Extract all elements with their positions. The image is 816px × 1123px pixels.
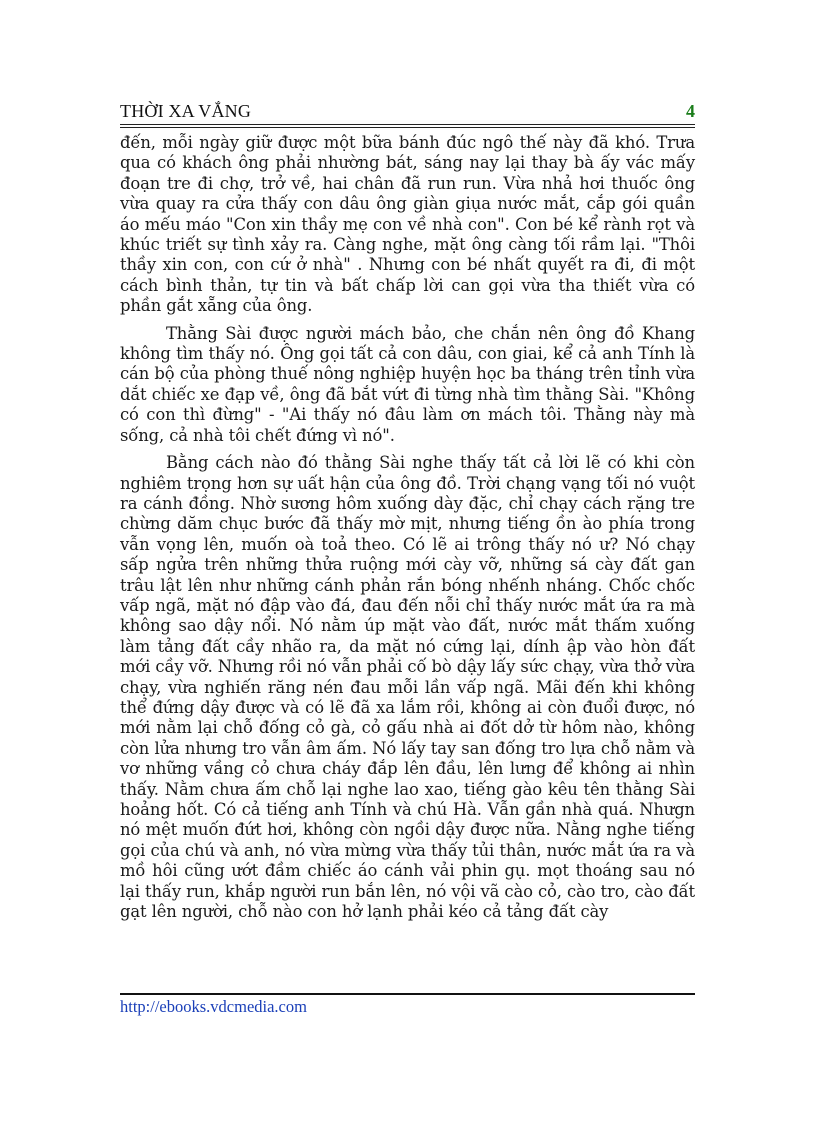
paragraph: Thằng Sài được người mách bảo, che chắn nên ông đồ Khang không tìm thấy nó. Ông gọi tất cả con dâu, con giai, kể cả anh Tính là cán bộ của phòng thuế nông nghiệp huyện học ba tháng trên tỉnh vừa dắt chiếc xe đạp về, ông đã bắt vứt đi từng nhà tìm thằng Sài. "Không có con thì đừng" - "Ai thấy nó đâu làm ơn mách tôi. Thằng này mà sống, cả nhà tôi chết đứng vì nó". xyxy=(120,323,695,445)
page-number: 4 xyxy=(686,101,695,121)
page-header xyxy=(120,101,695,123)
footer-divider xyxy=(120,993,695,995)
book-title: THỜI XA VẮNG xyxy=(120,101,252,121)
footer-link[interactable]: http://ebooks.vdcmedia.com xyxy=(120,997,307,1016)
body-text xyxy=(120,133,695,922)
paragraph: Bằng cách nào đó thằng Sài nghe thấy tất cả lời lẽ có khi còn nghiêm trọng hơn sự uất hận của ông đồ. Trời chạng vạng tối nó vuột ra cánh đồng. Nhờ sương hôm xuống dày đặc, chỉ chạy cách rặng tre chừng dăm chục bước đã thấy mờ mịt, nhưng tiếng ồn ào phía trong vẫn vọng lên, muốn oà toả theo. Có lẽ ai trông thấy nó ư? Nó chạy sấp ngửa trên những thửa ruộng mới cày vỡ, những sá cày đất gan trâu lật lên như những cánh phản rắn bóng nhếnh nháng. Chốc chốc vấp ngã, mặt nó đập vào đá, đau đến nỗi chỉ thấy nước mắt ứa ra mà không sao dậy nổi. Nó nằm úp mặt vào đất, nước mắt thấm xuống làm tảng đất cầy nhão ra, da mặt nó cứng lại, dính ập vào hòn đất mới cầy vỡ. Nhưng rồi nó vẫn phải cố bò dậy lấy sức chạy, vừa thở vừa chạy, vừa nghiến răng nén đau mỗi lần vấp ngã. Mãi đến khi không thể đứng dậy được và có lẽ đã xa lắm rồi, không ai còn đuổi được, nó mới nằm lại chỗ đống cỏ gà, cỏ gấu nhà ai đốt dở từ hôm nào, không còn lửa nhưng tro vẫn âm ấm. Nó lấy tay san đống tro lựa chỗ nằm và vơ những vầng cỏ chưa cháy đắp lên đầu, lên lưng để không ai nhìn thấy. Nằm chưa ấm chỗ lại nghe lao xao, tiếng gào kêu tên thằng Sài hoảng hốt. Có cả tiếng anh Tính và chú Hà. Vẫn gần nhà quá. Nhưgn nó mệt muốn đứt hơi, không còn ngồi dậy được nữa. Nằng nghe tiếng gọi của chú và anh, nó vừa mừng vừa thấy tủi thân, nước mắt ứa ra và mồ hôi cũng ướt đầm chiếc áo cánh vải phin gụ. mọt thoáng sau nó lại thấy run, khắp người run bắn lên, nó vội vã cào cỏ, cào tro, cào đất gạt lên người, chỗ nào con hở lạnh phải kéo cả tảng đất cày xyxy=(120,453,695,922)
header-divider xyxy=(120,124,695,128)
paragraph: đến, mỗi ngày giữ được một bữa bánh đúc ngô thế này đã khó. Trưa qua có khách ông phải nhường bát, sáng nay lại thay bà ấy vác mấy đoạn tre đi chợ, trở về, hai chân đã run run. Vừa nhả hơi thuốc ông vừa quay ra cửa thấy con dâu ông giàn giụa nước mắt, cắp gói quần áo mếu máo "Con xin thầy mẹ con về nhà con". Con bé kể rành rọt và khúc triết sự tình xảy ra. Càng nghe, mặt ông càng tối rầm lại. "Thôi thầy xin con, con cứ ở nhà" . Nhưng con bé nhất quyết ra đi, đi một cách bình thản, tự tin và bất chấp lời can gọi vừa tha thiết vừa có phần gắt xẵng của ông. xyxy=(120,133,695,316)
